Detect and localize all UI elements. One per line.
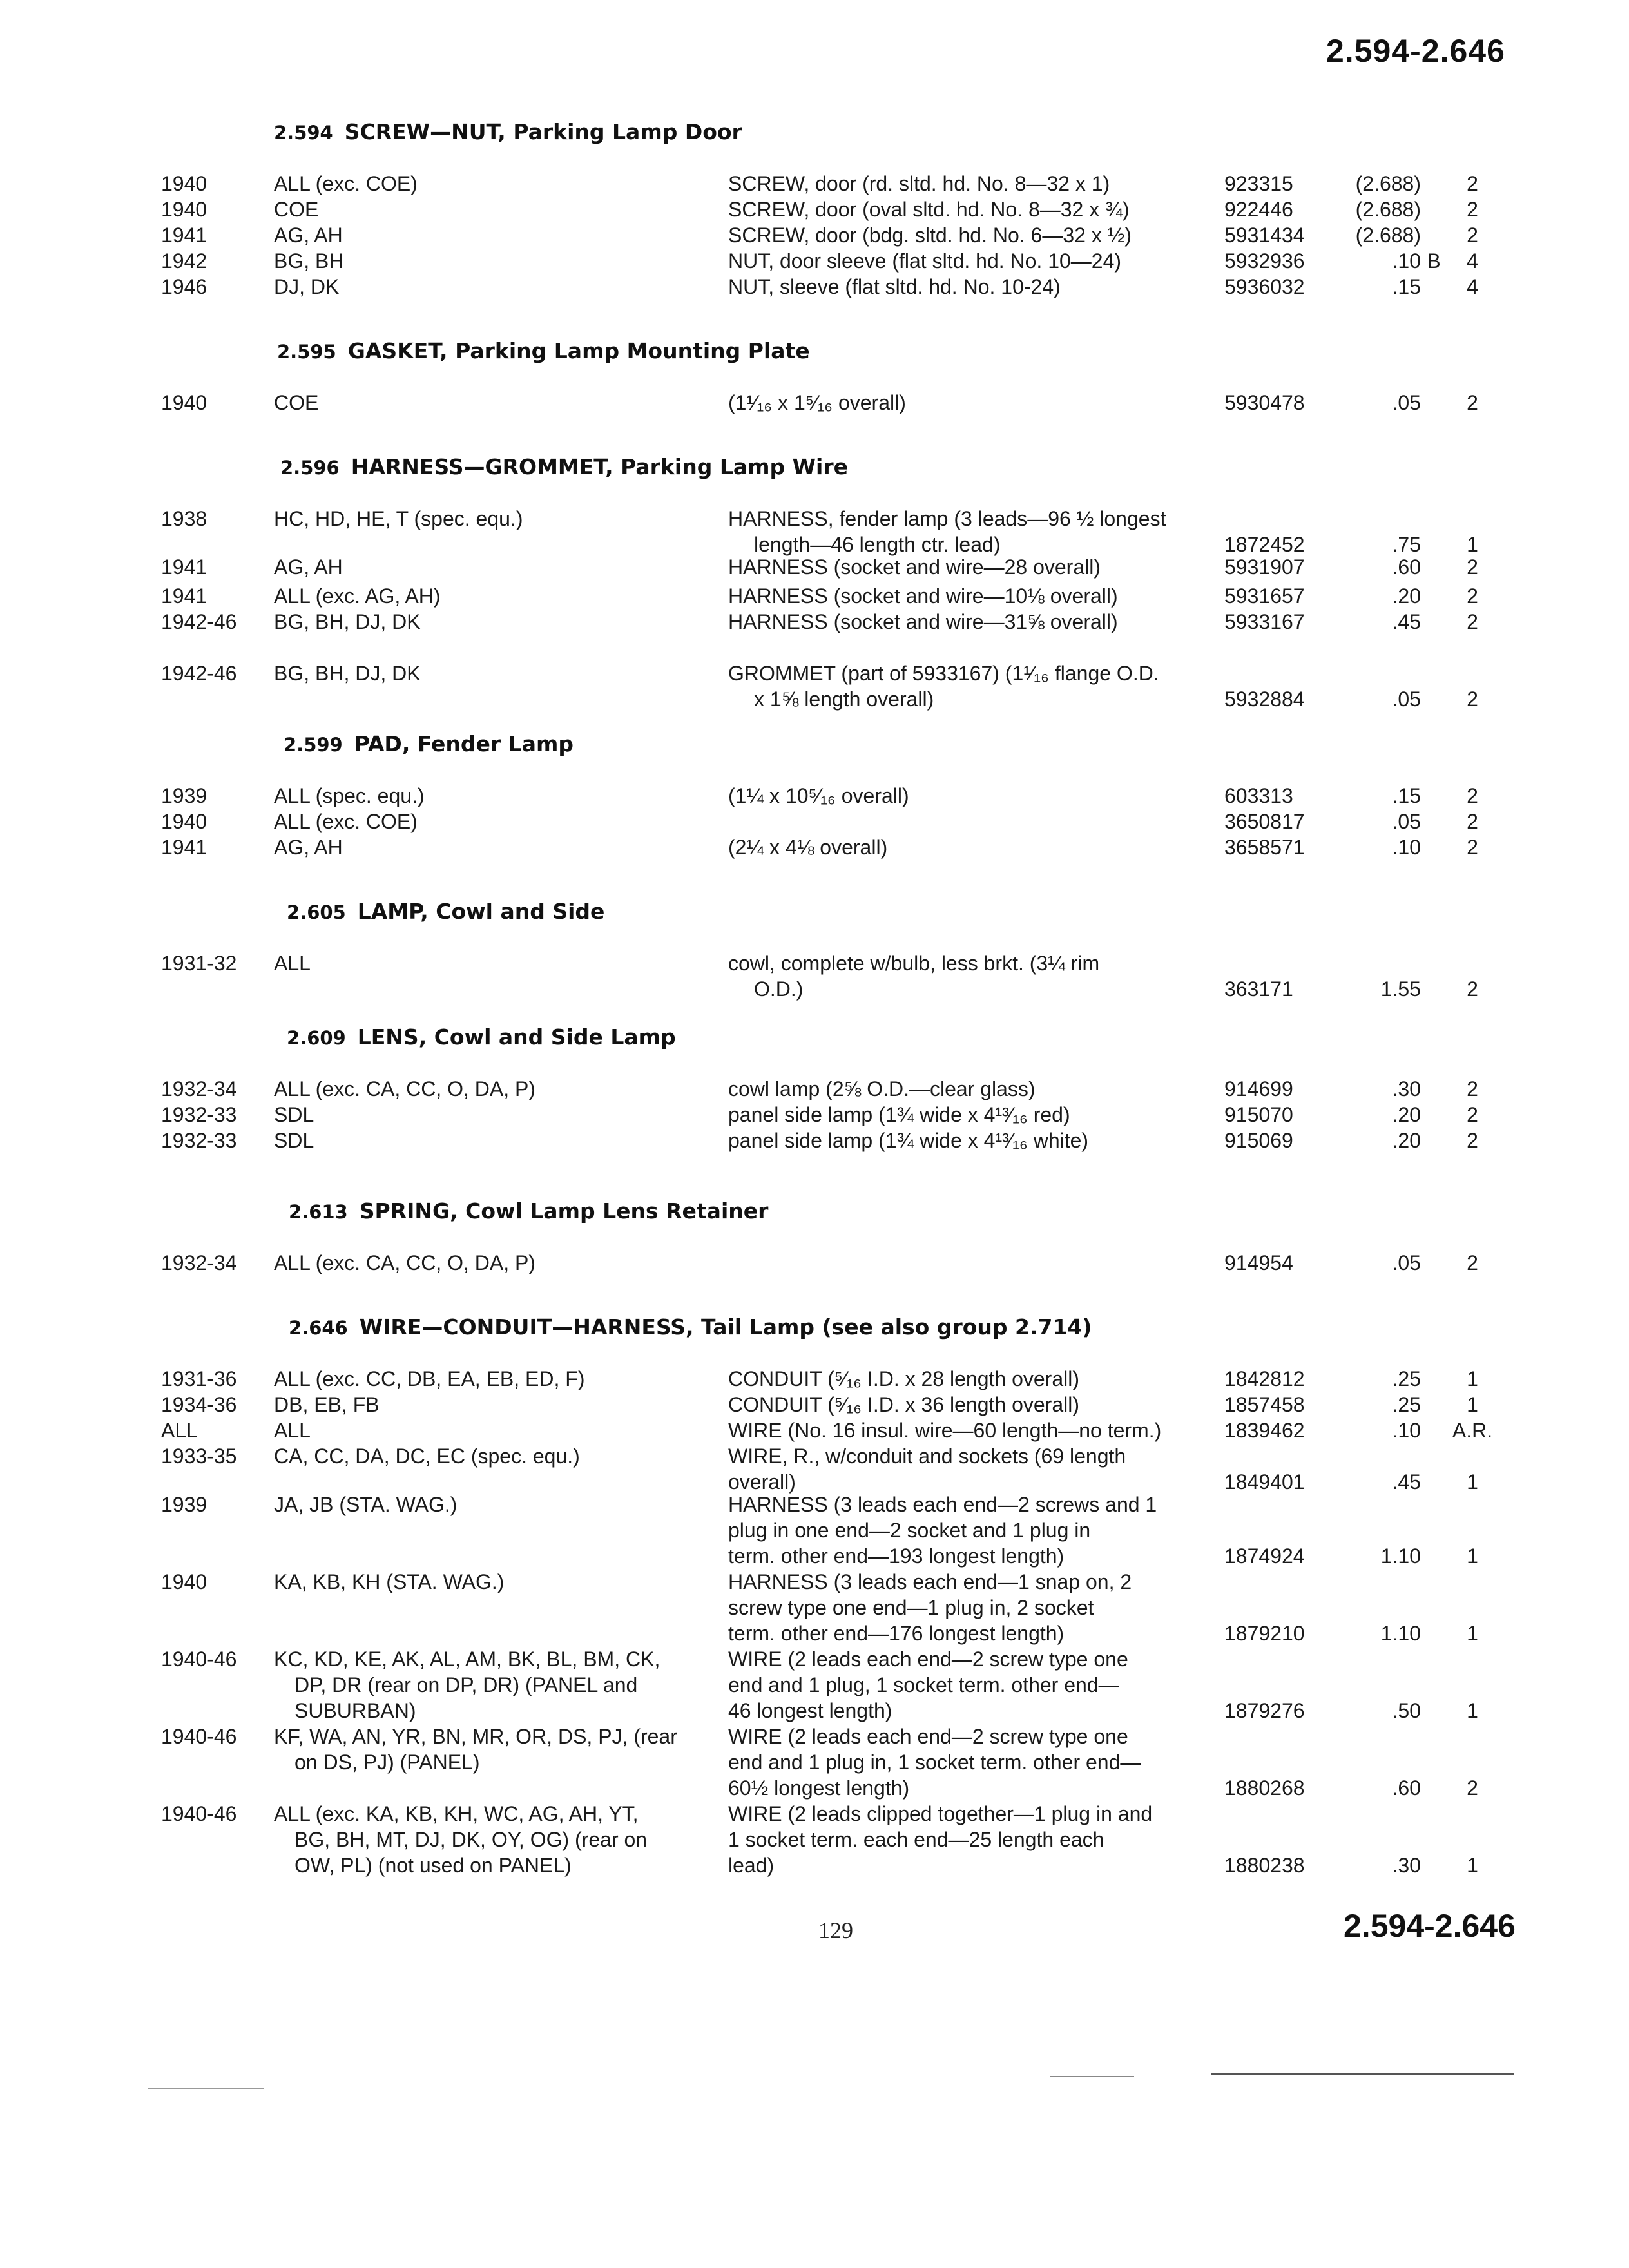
description-line: HARNESS (3 leads each end—1 snap on, 2	[728, 1570, 1132, 1593]
model-year: 1940	[161, 1570, 207, 1593]
model-codes	[274, 1128, 699, 1153]
model-line: AG, AH	[274, 224, 343, 247]
part-description	[728, 834, 1205, 860]
model-year: 1942-46	[161, 610, 237, 633]
footer-rule	[148, 2088, 264, 2089]
quantity: 1	[1467, 1699, 1478, 1722]
quantity: 2	[1467, 1077, 1478, 1100]
part-number: 914954	[1224, 1251, 1293, 1274]
description-line: HARNESS, fender lamp (3 leads—96 ½ longest	[728, 507, 1166, 530]
model-line: COE	[274, 198, 319, 221]
model-year: 1932-33	[161, 1129, 237, 1152]
model-year: 1941	[161, 836, 207, 859]
quantity: 2	[1467, 1776, 1478, 1800]
quantity: 2	[1467, 836, 1478, 859]
part-description	[728, 1366, 1205, 1392]
model-codes	[274, 1102, 699, 1128]
description-line: WIRE (2 leads clipped together—1 plug in and	[728, 1802, 1153, 1825]
model-line: ALL	[274, 952, 311, 975]
price: .25	[1392, 1393, 1421, 1416]
model-codes	[274, 609, 699, 635]
description-line: WIRE (2 leads each end—2 screw type one	[728, 1725, 1128, 1748]
model-line: OW, PL) (not used on PANEL)	[294, 1854, 572, 1877]
part-number: 5932884	[1224, 687, 1305, 711]
section-title	[287, 1024, 676, 1050]
part-number: 5932936	[1224, 249, 1305, 273]
section-title	[287, 899, 604, 924]
model-year: 1942-46	[161, 662, 237, 685]
part-number: 1839462	[1224, 1419, 1305, 1442]
page-range-header: 2.594-2.646	[1326, 33, 1505, 69]
model-codes	[274, 1443, 699, 1469]
model-year: 1934-36	[161, 1393, 237, 1416]
section-heading: LENS, Cowl and Side Lamp	[357, 1024, 676, 1050]
price: .75	[1392, 533, 1421, 556]
model-line: BG, BH, DJ, DK	[274, 662, 421, 685]
quantity: 2	[1467, 198, 1478, 221]
page-number: 129	[818, 1917, 853, 1943]
quantity: 2	[1467, 555, 1478, 579]
part-description	[728, 274, 1205, 300]
model-line: ALL (exc. CC, DB, EA, EB, ED, F)	[274, 1367, 585, 1390]
model-line: COE	[274, 391, 319, 414]
model-year: 1931-32	[161, 952, 237, 975]
part-number: 3650817	[1224, 810, 1305, 833]
footer-rule	[1050, 2076, 1134, 2077]
section-number: 2.595	[277, 341, 336, 363]
description-line: end and 1 plug in, 1 socket term. other end—	[728, 1751, 1141, 1774]
part-description	[728, 783, 1205, 809]
quantity: 2	[1467, 391, 1478, 414]
part-number: 603313	[1224, 784, 1293, 807]
section-number: 2.594	[274, 122, 333, 144]
model-year: 1941	[161, 555, 207, 579]
price: .05	[1392, 391, 1421, 414]
price: .10	[1392, 249, 1421, 273]
section-heading: SCREW—NUT, Parking Lamp Door	[344, 119, 742, 144]
model-year: 1941	[161, 584, 207, 608]
price: (2.688)	[1355, 224, 1421, 247]
part-description	[728, 554, 1205, 580]
model-year: 1940	[161, 198, 207, 221]
model-line: ALL (exc. COE)	[274, 810, 418, 833]
model-year: ALL	[161, 1419, 198, 1442]
part-number: 915070	[1224, 1103, 1293, 1126]
part-number: 5933167	[1224, 610, 1305, 633]
description-line: HARNESS (socket and wire—10⅛ overall)	[728, 584, 1118, 608]
section-heading: GASKET, Parking Lamp Mounting Plate	[347, 338, 810, 363]
model-line: KF, WA, AN, YR, BN, MR, OR, DS, PJ, (rear	[274, 1725, 677, 1748]
model-year: 1940	[161, 172, 207, 195]
part-description	[728, 390, 1205, 416]
model-codes	[274, 1392, 699, 1418]
model-year: 1942	[161, 249, 207, 273]
quantity: 2	[1467, 224, 1478, 247]
description-line: O.D.)	[754, 977, 804, 1001]
price: (2.688)	[1355, 172, 1421, 195]
section-number: 2.605	[287, 901, 346, 923]
section-number: 2.599	[284, 734, 343, 756]
model-line: ALL (spec. equ.)	[274, 784, 425, 807]
price: .10	[1392, 1419, 1421, 1442]
model-line: ALL (exc. CA, CC, O, DA, P)	[274, 1077, 536, 1100]
quantity: 1	[1467, 1622, 1478, 1645]
description-line: screw type one end—1 plug in, 2 socket	[728, 1596, 1094, 1619]
part-description	[728, 1102, 1205, 1128]
section-title	[277, 338, 810, 363]
model-codes	[274, 1724, 699, 1775]
quantity: 1	[1467, 533, 1478, 556]
part-description	[728, 197, 1205, 222]
quantity: 2	[1467, 584, 1478, 608]
description-line: SCREW, door (rd. sltd. hd. No. 8—32 x 1)	[728, 172, 1110, 195]
quantity: 2	[1467, 687, 1478, 711]
model-year: 1940-46	[161, 1802, 237, 1825]
price: 1.10	[1380, 1622, 1421, 1645]
part-number: 5936032	[1224, 275, 1305, 298]
model-line: ALL (exc. AG, AH)	[274, 584, 441, 608]
description-line: term. other end—193 longest length)	[728, 1544, 1065, 1568]
model-year: 1932-34	[161, 1077, 237, 1100]
quantity: 2	[1467, 1129, 1478, 1152]
model-line: ALL (exc. COE)	[274, 172, 418, 195]
quantity: 2	[1467, 610, 1478, 633]
price: .60	[1392, 555, 1421, 579]
model-line: DP, DR (rear on DP, DR) (PANEL and	[294, 1673, 638, 1696]
model-year: 1932-33	[161, 1103, 237, 1126]
flag-code: B	[1427, 249, 1441, 273]
price: .10	[1392, 836, 1421, 859]
model-year: 1939	[161, 784, 207, 807]
part-description	[728, 950, 1205, 1002]
part-description	[728, 1492, 1205, 1569]
part-number: 923315	[1224, 172, 1293, 195]
part-description	[728, 506, 1205, 557]
model-line: ALL (exc. CA, CC, O, DA, P)	[274, 1251, 536, 1274]
page-range-footer: 2.594-2.646	[1344, 1908, 1516, 1944]
part-number: 1842812	[1224, 1367, 1305, 1390]
part-description	[728, 171, 1205, 197]
part-description	[728, 1443, 1205, 1495]
footer-rule	[1211, 2073, 1514, 2075]
section-heading: LAMP, Cowl and Side	[357, 899, 605, 924]
model-line: CA, CC, DA, DC, EC (spec. equ.)	[274, 1445, 580, 1468]
part-description	[728, 1076, 1205, 1102]
description-line: WIRE (No. 16 insul. wire—60 length—no term.)	[728, 1419, 1162, 1442]
description-line: SCREW, door (oval sltd. hd. No. 8—32 x ¾)	[728, 198, 1130, 221]
description-line: CONDUIT (⁵⁄₁₆ I.D. x 36 length overall)	[728, 1393, 1079, 1416]
part-number: 1849401	[1224, 1470, 1305, 1494]
part-number: 1879210	[1224, 1622, 1305, 1645]
model-line: BG, BH, MT, DJ, DK, OY, OG) (rear on	[294, 1828, 648, 1851]
description-line: (1¹⁄₁₆ x 1⁵⁄₁₆ overall)	[728, 391, 906, 414]
model-line: on DS, PJ) (PANEL)	[294, 1751, 480, 1774]
quantity: 2	[1467, 1103, 1478, 1126]
description-line: HARNESS (socket and wire—28 overall)	[728, 555, 1101, 579]
section-heading: PAD, Fender Lamp	[354, 731, 574, 756]
price: 1.10	[1380, 1544, 1421, 1568]
model-codes	[274, 554, 699, 580]
model-year: 1938	[161, 507, 207, 530]
price: .50	[1392, 1699, 1421, 1722]
quantity: 1	[1467, 1367, 1478, 1390]
part-description	[728, 660, 1205, 712]
part-description	[728, 1801, 1205, 1878]
model-codes	[274, 1366, 699, 1392]
description-line: 1 socket term. each end—25 length each	[728, 1828, 1104, 1851]
price: (2.688)	[1355, 198, 1421, 221]
model-codes	[274, 660, 699, 686]
part-number: 1880238	[1224, 1854, 1305, 1877]
description-line: NUT, sleeve (flat sltd. hd. No. 10-24)	[728, 275, 1061, 298]
model-line: DB, EB, FB	[274, 1393, 380, 1416]
part-description	[728, 248, 1205, 274]
model-line: DJ, DK	[274, 275, 340, 298]
price: .60	[1392, 1776, 1421, 1800]
model-year: 1946	[161, 275, 207, 298]
price: .20	[1392, 1129, 1421, 1152]
quantity: 1	[1467, 1470, 1478, 1494]
description-line: plug in one end—2 socket and 1 plug in	[728, 1519, 1091, 1542]
description-line: HARNESS (3 leads each end—2 screws and 1	[728, 1493, 1157, 1516]
price: .20	[1392, 1103, 1421, 1126]
description-line: HARNESS (socket and wire—31⅝ overall)	[728, 610, 1118, 633]
model-year: 1941	[161, 224, 207, 247]
model-year: 1933-35	[161, 1445, 237, 1468]
section-title	[284, 731, 574, 756]
section-title	[274, 119, 742, 144]
description-line: (2¼ x 4⅛ overall)	[728, 836, 888, 859]
part-number: 3658571	[1224, 836, 1305, 859]
part-number: 1872452	[1224, 533, 1305, 556]
description-line: length—46 length ctr. lead)	[754, 533, 1001, 556]
quantity: A.R.	[1452, 1419, 1493, 1442]
description-line: lead)	[728, 1854, 775, 1877]
section-title	[280, 454, 848, 479]
part-number: 5931907	[1224, 555, 1305, 579]
description-line: NUT, door sleeve (flat sltd. hd. No. 10—24)	[728, 249, 1122, 273]
model-codes	[274, 1250, 699, 1276]
quantity: 1	[1467, 1544, 1478, 1568]
model-line: BG, BH	[274, 249, 344, 273]
description-line: panel side lamp (1¾ wide x 4¹³⁄₁₆ red)	[728, 1103, 1070, 1126]
part-description	[728, 1128, 1205, 1153]
quantity: 2	[1467, 977, 1478, 1001]
description-line: 46 longest length)	[728, 1699, 892, 1722]
price: .05	[1392, 1251, 1421, 1274]
section-heading: WIRE—CONDUIT—HARNESS, Tail Lamp (see also group 2.714)	[359, 1314, 1092, 1340]
price: .30	[1392, 1077, 1421, 1100]
part-description	[728, 583, 1205, 609]
price: .25	[1392, 1367, 1421, 1390]
description-line: panel side lamp (1¾ wide x 4¹³⁄₁₆ white)	[728, 1129, 1089, 1152]
model-codes	[274, 1492, 699, 1517]
section-heading: HARNESS—GROMMET, Parking Lamp Wire	[351, 454, 848, 479]
price: .05	[1392, 810, 1421, 833]
model-codes	[274, 783, 699, 809]
price: .45	[1392, 610, 1421, 633]
model-codes	[274, 809, 699, 834]
price: .20	[1392, 584, 1421, 608]
price: .30	[1392, 1854, 1421, 1877]
quantity: 4	[1467, 249, 1478, 273]
description-line: WIRE, R., w/conduit and sockets (69 length	[728, 1445, 1126, 1468]
model-year: 1940	[161, 810, 207, 833]
model-line: JA, JB (STA. WAG.)	[274, 1493, 458, 1516]
section-title	[289, 1314, 1092, 1340]
model-line: SUBURBAN)	[294, 1699, 416, 1722]
section-number: 2.596	[280, 457, 340, 479]
part-number: 922446	[1224, 198, 1293, 221]
quantity: 2	[1467, 784, 1478, 807]
description-line: end and 1 plug, 1 socket term. other end—	[728, 1673, 1119, 1696]
description-line: x 1⅝ length overall)	[754, 687, 934, 711]
price: 1.55	[1380, 977, 1421, 1001]
model-year: 1940-46	[161, 1648, 237, 1671]
model-line: HC, HD, HE, T (spec. equ.)	[274, 507, 523, 530]
description-line: GROMMET (part of 5933167) (1¹⁄₁₆ flange O.D.	[728, 662, 1159, 685]
model-codes	[274, 197, 699, 222]
quantity: 2	[1467, 810, 1478, 833]
model-codes	[274, 1076, 699, 1102]
quantity: 4	[1467, 275, 1478, 298]
quantity: 2	[1467, 1251, 1478, 1274]
model-line: KA, KB, KH (STA. WAG.)	[274, 1570, 505, 1593]
model-codes	[274, 222, 699, 248]
quantity: 1	[1467, 1854, 1478, 1877]
part-description	[728, 1569, 1205, 1646]
part-description	[728, 1392, 1205, 1418]
model-codes	[274, 950, 699, 976]
part-description	[728, 222, 1205, 248]
part-number: 914699	[1224, 1077, 1293, 1100]
description-line: (1¼ x 10⁵⁄₁₆ overall)	[728, 784, 909, 807]
part-number: 1874924	[1224, 1544, 1305, 1568]
description-line: term. other end—176 longest length)	[728, 1622, 1065, 1645]
model-codes	[274, 834, 699, 860]
part-description	[728, 1646, 1205, 1724]
quantity: 1	[1467, 1393, 1478, 1416]
model-codes	[274, 274, 699, 300]
part-description	[728, 1724, 1205, 1801]
model-line: ALL (exc. KA, KB, KH, WC, AG, AH, YT,	[274, 1802, 639, 1825]
model-codes	[274, 390, 699, 416]
part-number: 363171	[1224, 977, 1293, 1001]
description-line: SCREW, door (bdg. sltd. hd. No. 6—32 x ½)	[728, 224, 1132, 247]
section-number: 2.646	[289, 1317, 348, 1339]
section-number: 2.613	[289, 1201, 348, 1223]
description-line: overall)	[728, 1470, 796, 1494]
model-codes	[274, 506, 699, 532]
price: .45	[1392, 1470, 1421, 1494]
section-heading: SPRING, Cowl Lamp Lens Retainer	[359, 1198, 769, 1224]
model-line: AG, AH	[274, 836, 343, 859]
description-line: CONDUIT (⁵⁄₁₆ I.D. x 28 length overall)	[728, 1367, 1079, 1390]
model-line: SDL	[274, 1129, 314, 1152]
model-codes	[274, 248, 699, 274]
section-title	[289, 1198, 768, 1224]
model-codes	[274, 583, 699, 609]
part-number: 1879276	[1224, 1699, 1305, 1722]
section-number: 2.609	[287, 1027, 346, 1049]
part-number: 915069	[1224, 1129, 1293, 1152]
part-number: 1857458	[1224, 1393, 1305, 1416]
model-year: 1931-36	[161, 1367, 237, 1390]
description-line: cowl lamp (2⅝ O.D.—clear glass)	[728, 1077, 1036, 1100]
model-codes	[274, 1801, 699, 1878]
model-line: AG, AH	[274, 555, 343, 579]
model-codes	[274, 1569, 699, 1595]
price: .15	[1392, 275, 1421, 298]
model-year: 1940	[161, 391, 207, 414]
model-codes	[274, 171, 699, 197]
model-year: 1932-34	[161, 1251, 237, 1274]
model-year: 1940-46	[161, 1725, 237, 1748]
price: .05	[1392, 687, 1421, 711]
model-line: SDL	[274, 1103, 314, 1126]
description-line: cowl, complete w/bulb, less brkt. (3¼ rim	[728, 952, 1100, 975]
part-number: 5930478	[1224, 391, 1305, 414]
model-line: ALL	[274, 1419, 311, 1442]
price: .15	[1392, 784, 1421, 807]
model-line: BG, BH, DJ, DK	[274, 610, 421, 633]
model-codes	[274, 1418, 699, 1443]
part-number: 5931434	[1224, 224, 1305, 247]
description-line: 60½ longest length)	[728, 1776, 910, 1800]
model-year: 1939	[161, 1493, 207, 1516]
part-number: 1880268	[1224, 1776, 1305, 1800]
description-line: WIRE (2 leads each end—2 screw type one	[728, 1648, 1128, 1671]
model-codes	[274, 1646, 699, 1724]
part-number: 5931657	[1224, 584, 1305, 608]
quantity: 2	[1467, 172, 1478, 195]
model-line: KC, KD, KE, AK, AL, AM, BK, BL, BM, CK,	[274, 1648, 660, 1671]
part-description	[728, 1418, 1205, 1443]
part-description	[728, 609, 1205, 635]
